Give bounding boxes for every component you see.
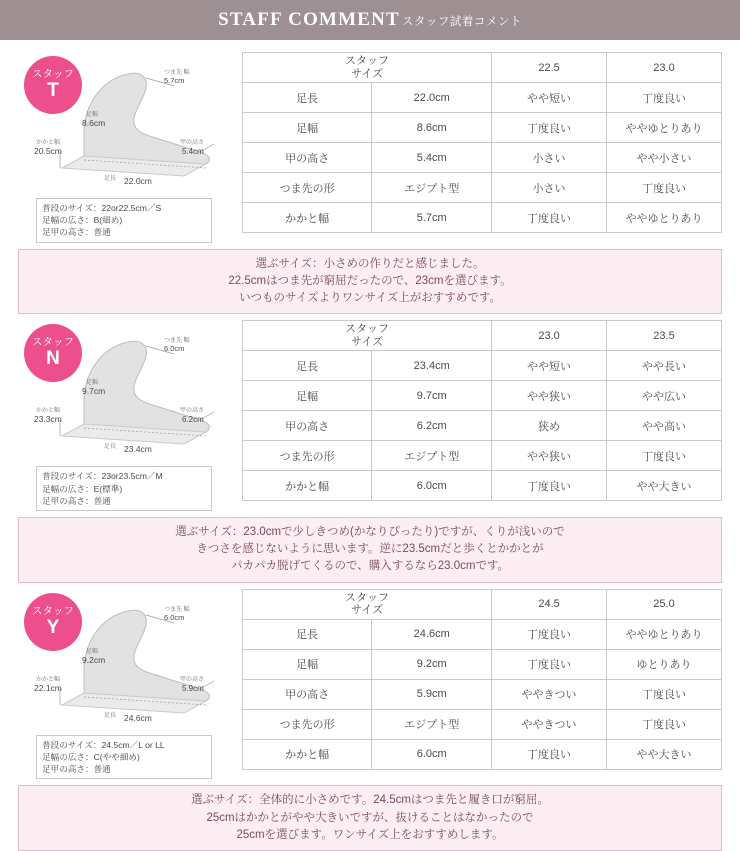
table-row — [243, 441, 722, 471]
toe-width-caption: つま先 幅 — [164, 606, 190, 613]
row-fit-b: 丁度良い — [607, 709, 722, 739]
table-row — [243, 351, 722, 381]
row-value: 6.0cm — [372, 471, 492, 501]
note-line: 普段のサイズ：22or22.5cm／S — [42, 203, 162, 213]
row-fit-a: 小さい — [492, 143, 607, 173]
row-fit-b: 丁度良い — [607, 83, 722, 113]
table-header-row — [243, 321, 722, 351]
comment-line: 選ぶサイズ：全体的に小さめです。24.5cmはつま先と履き口が窮屈。 — [191, 794, 549, 807]
table-header-row — [243, 53, 722, 83]
note-line: 足甲の高さ：普通 — [42, 495, 111, 506]
table-row — [243, 679, 722, 709]
row-fit-a: 小さい — [492, 173, 607, 203]
row-label: 足幅 — [243, 649, 372, 679]
size-col-b: 23.0 — [607, 53, 722, 83]
staff-block — [18, 320, 722, 582]
page-header — [0, 0, 740, 40]
content-area — [0, 40, 740, 851]
length-caption: 足長 — [104, 712, 117, 719]
staff-badge-label: スタッフ — [32, 336, 74, 349]
instep-value: 5.9cm — [182, 683, 204, 693]
row-fit-a: 丁度良い — [492, 739, 607, 769]
row-fit-b: ゆとりあり — [607, 649, 722, 679]
foot-width-caption: 足幅 — [86, 112, 99, 118]
heel-width-value: 22.1cm — [34, 682, 62, 693]
staff-size-header — [243, 321, 492, 351]
row-value: 8.6cm — [372, 113, 492, 143]
staff-block — [18, 52, 722, 314]
row-fit-a: やや狭い — [492, 441, 607, 471]
staff-size-header — [243, 53, 492, 83]
row-fit-a: 丁度良い — [492, 649, 607, 679]
row-value: 5.7cm — [372, 203, 492, 233]
row-fit-a: 丁度良い — [492, 113, 607, 143]
usual-size-note — [36, 198, 212, 243]
row-value: 24.6cm — [372, 619, 492, 649]
note-line: 足甲の高さ：普通 — [42, 764, 111, 775]
staff-badge — [24, 56, 82, 114]
heel-width-caption: かかと幅 — [36, 140, 61, 146]
row-value: エジプト型 — [372, 173, 492, 203]
staff-comment-box — [18, 785, 722, 851]
staff-badge — [24, 593, 82, 651]
size-col-a: 24.5 — [492, 589, 607, 619]
row-fit-b: やや小さい — [607, 143, 722, 173]
toe-width-value: 6.0cm — [164, 344, 185, 354]
row-fit-b: 丁度良い — [607, 441, 722, 471]
instep-caption: 甲の高さ — [180, 676, 205, 683]
foot-width-caption: 足幅 — [86, 648, 99, 655]
row-label: 甲の高さ — [243, 411, 372, 441]
size-col-a: 22.5 — [492, 53, 607, 83]
row-label: 足長 — [243, 351, 372, 381]
row-value: 5.9cm — [372, 679, 492, 709]
size-col-b: 25.0 — [607, 589, 722, 619]
staff-comment-box — [18, 517, 722, 583]
row-fit-b: 丁度良い — [607, 173, 722, 203]
comment-line: きつさを感じないように思います。逆に23.5cmだと歩くとかかとが — [196, 543, 544, 556]
row-label: つま先の形 — [243, 709, 372, 739]
row-label: かかと幅 — [243, 203, 372, 233]
row-value: 5.4cm — [372, 143, 492, 173]
staff-badge-letter: Y — [46, 616, 60, 638]
table-row — [243, 649, 722, 679]
row-label: かかと幅 — [243, 739, 372, 769]
row-value: 23.4cm — [372, 351, 492, 381]
row-fit-b: やや長い — [607, 351, 722, 381]
row-value: 9.7cm — [372, 381, 492, 411]
row-fit-b: 丁度良い — [607, 679, 722, 709]
toe-width-caption: つま先 幅 — [164, 338, 190, 345]
size-table — [242, 52, 722, 233]
staff-size-header-l1: スタッフ — [345, 323, 390, 336]
row-label: 甲の高さ — [243, 679, 372, 709]
usual-size-note — [36, 735, 212, 780]
size-table-wrap — [240, 320, 722, 501]
instep-value: 5.4cm — [182, 147, 204, 156]
heel-width-value: 23.3cm — [34, 414, 62, 425]
comment-line: 25cmはかかとがやや大きいですが、抜けることはなかったので — [206, 811, 534, 824]
foot-diagram — [18, 589, 240, 780]
staff-badge-label: スタッフ — [32, 68, 74, 81]
row-fit-b: やや広い — [607, 381, 722, 411]
table-row — [243, 739, 722, 769]
row-label: つま先の形 — [243, 173, 372, 203]
row-fit-a: 丁度良い — [492, 203, 607, 233]
row-fit-b: やや大きい — [607, 471, 722, 501]
length-value: 23.4cm — [124, 444, 152, 455]
foot-width-caption: 足幅 — [86, 380, 99, 387]
note-line: 普段のサイズ：23or23.5cm／M — [42, 471, 163, 482]
comment-line: 選ぶサイズ：小さめの作りだと感じました。 — [255, 257, 485, 270]
comment-line: 22.5cmはつま先が窮屈だったので、23cmを選びます。 — [228, 274, 512, 287]
size-table-wrap — [240, 589, 722, 770]
row-label: かかと幅 — [243, 471, 372, 501]
row-value: 6.0cm — [372, 739, 492, 769]
row-fit-a: 丁度良い — [492, 471, 607, 501]
staff-size-header-l2: サイズ — [350, 335, 384, 348]
row-value: 9.2cm — [372, 649, 492, 679]
toe-width-value: 5.7cm — [164, 76, 185, 85]
row-fit-b: やや高い — [607, 411, 722, 441]
note-line: 足幅の広さ：E(標準) — [42, 483, 123, 494]
table-row — [243, 113, 722, 143]
table-header-row — [243, 589, 722, 619]
row-value: 6.2cm — [372, 411, 492, 441]
row-value: エジプト型 — [372, 441, 492, 471]
size-col-b: 23.5 — [607, 321, 722, 351]
row-fit-b: ややゆとりあり — [607, 619, 722, 649]
length-value: 22.0cm — [124, 176, 152, 186]
staff-block — [18, 589, 722, 851]
table-row — [243, 203, 722, 233]
staff-badge-label: スタッフ — [32, 604, 74, 617]
foot-diagram — [18, 320, 240, 511]
row-label: 足長 — [243, 83, 372, 113]
page-subtitle: スタッフ試着コメント — [401, 16, 522, 28]
table-row — [243, 411, 722, 441]
table-row — [243, 709, 722, 739]
table-row — [243, 619, 722, 649]
toe-width-caption: つま先 幅 — [164, 70, 190, 76]
staff-badge-letter: T — [47, 80, 59, 102]
length-caption: 足長 — [104, 176, 117, 182]
staff-size-header — [243, 589, 492, 619]
staff-size-header-l2: サイズ — [350, 67, 384, 80]
staff-comment-box — [18, 249, 722, 315]
size-table — [242, 589, 722, 770]
page-title: STAFF COMMENT — [218, 9, 400, 30]
row-label: 足幅 — [243, 381, 372, 411]
staff-badge-letter: N — [46, 348, 60, 370]
length-caption: 足長 — [104, 444, 117, 451]
row-fit-b: やや大きい — [607, 739, 722, 769]
row-fit-b: ややゆとりあり — [607, 203, 722, 233]
staff-badge — [24, 324, 82, 382]
heel-width-caption: かかと幅 — [36, 676, 61, 683]
size-table-wrap — [240, 52, 722, 233]
table-row — [243, 173, 722, 203]
row-label: 足長 — [243, 619, 372, 649]
row-fit-a: やや短い — [492, 351, 607, 381]
staff-size-header-l1: スタッフ — [345, 591, 390, 604]
size-col-a: 23.0 — [492, 321, 607, 351]
comment-line: 選ぶサイズ：23.0cmで少しきつめ(かなりぴったり)ですが、くりが浅いので — [175, 525, 565, 538]
row-value: エジプト型 — [372, 709, 492, 739]
table-row — [243, 381, 722, 411]
row-fit-a: ややきつい — [492, 679, 607, 709]
row-label: 足幅 — [243, 113, 372, 143]
instep-value: 6.2cm — [182, 415, 204, 425]
staff-size-header-l2: サイズ — [350, 604, 384, 617]
toe-width-value: 6.0cm — [164, 612, 185, 622]
table-row — [243, 83, 722, 113]
note-line: 足幅の広さ：C(やや細め) — [42, 751, 140, 762]
instep-caption: 甲の高さ — [180, 408, 205, 415]
row-fit-a: ややきつい — [492, 709, 607, 739]
row-value: 22.0cm — [372, 83, 492, 113]
note-line: 普段のサイズ：24.5cm／L or LL — [42, 739, 165, 750]
row-fit-b: ややゆとりあり — [607, 113, 722, 143]
instep-caption: 甲の高さ — [180, 140, 205, 146]
foot-diagram — [18, 52, 240, 243]
heel-width-caption: かかと幅 — [36, 408, 61, 415]
foot-width-value: 8.6cm — [82, 118, 106, 128]
length-value: 24.6cm — [124, 712, 152, 723]
size-table — [242, 320, 722, 501]
comment-line: パカパカ脱げてくるので、購入するなら23.0cmです。 — [230, 560, 510, 573]
comment-line: いつものサイズよりワンサイズ上がおすすめです。 — [239, 292, 501, 305]
heel-width-value: 20.5cm — [34, 146, 62, 156]
staff-size-header-l1: スタッフ — [345, 54, 390, 67]
row-fit-a: やや短い — [492, 83, 607, 113]
row-fit-a: やや狭い — [492, 381, 607, 411]
foot-width-value: 9.2cm — [82, 654, 106, 665]
row-label: 甲の高さ — [243, 143, 372, 173]
row-label: つま先の形 — [243, 441, 372, 471]
note-line: 足幅の広さ：B(細め) — [42, 215, 123, 226]
foot-width-value: 9.7cm — [82, 386, 106, 397]
row-fit-a: 丁度良い — [492, 619, 607, 649]
comment-line: 25cmを選びます。ワンサイズ上をおすすめします。 — [236, 828, 504, 841]
table-row — [243, 143, 722, 173]
usual-size-note — [36, 466, 212, 511]
note-line: 足甲の高さ：普通 — [42, 227, 111, 238]
row-fit-a: 狭め — [492, 411, 607, 441]
table-row — [243, 471, 722, 501]
